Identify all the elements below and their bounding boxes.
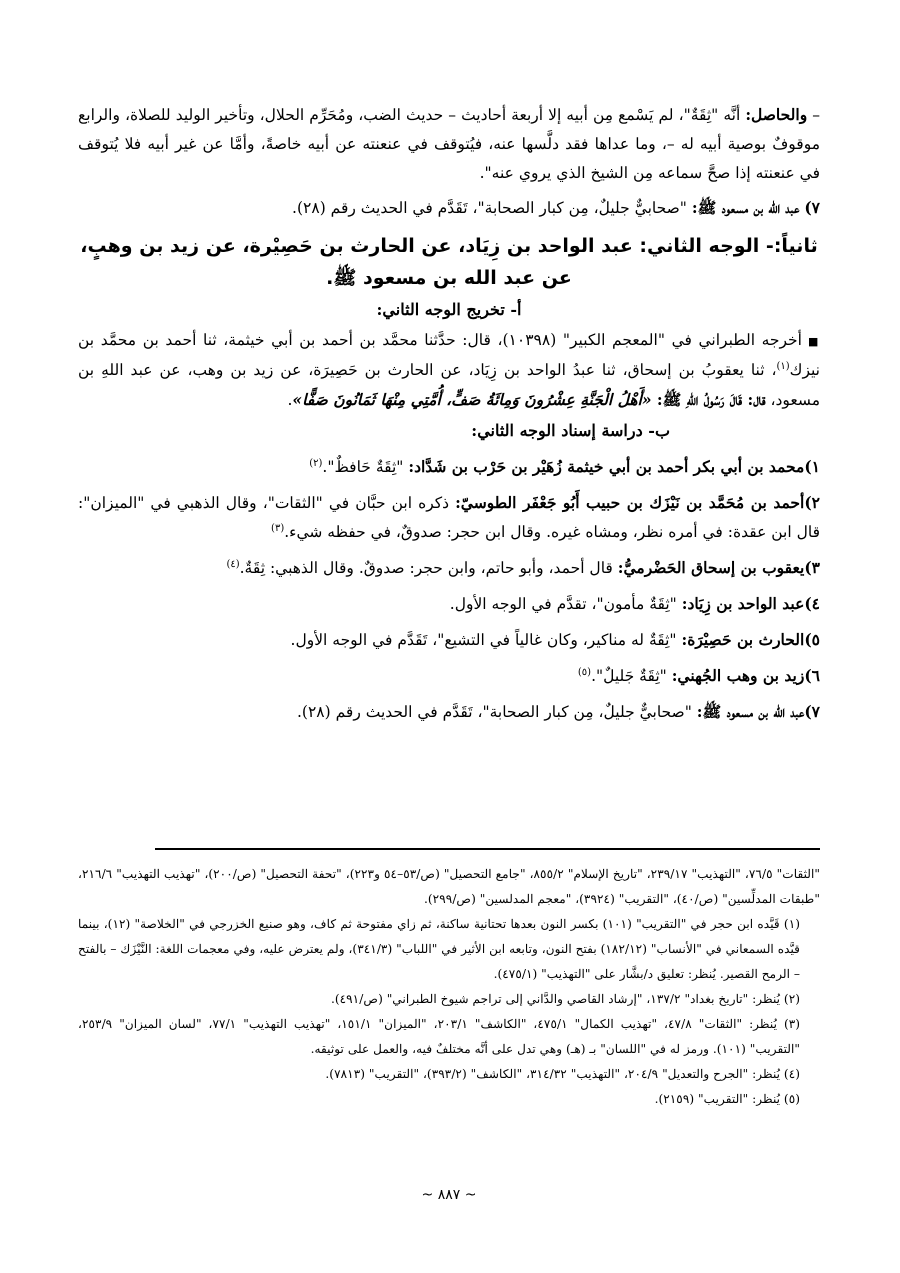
heading-colon: : (632, 235, 648, 257)
footnote-5: (٥) يُنظر: "التقريب" (٢١٥٩). (654, 1092, 800, 1106)
narrator-text: ذكره ابن حبَّان في "الثقات"، وقال الذهبي في "الميزان": قال ابن عقدة: في أمره نظر، ومشاه غيره. وقال ابن حجر: صدوقٌ، في حفظه شيء. (78, 493, 820, 541)
footnote-ref: (٣) (271, 522, 285, 534)
narrator-text: "ثِقَةٌ له مناكير، وكان غالياً في التشيع"، تَقَدَّم في الوجه الأول. (290, 630, 682, 649)
footnotes (78, 862, 820, 1112)
takhrij-text-1: أخرجه الطبراني في "المعجم الكبير" (١٠٣٩٨)، قال: حدَّثنا محمَّد بن أحمد بن أبي خيثمة، ثنا أحمد بن محمَّد بن نيزك (78, 331, 820, 379)
narrator-list (78, 449, 820, 730)
narrator-text: قال أحمد، وأبو حاتم، وابن حجر: صدوقٌ. وقال الذهبي: ثِقَةٌ. (239, 558, 618, 577)
item-number: ٧) (804, 198, 820, 217)
narrator-item (78, 694, 820, 730)
narrator-name: عبد الله بن مسعود ﷺ: (696, 701, 805, 721)
summary-text: أنَّه "ثِقَةٌ"، لم يَسْمع مِن أبيه إلا أربعة أحاديث – حديث الضب، ومُحَرِّم الحلال، وتأخير الوليد للصلاة، والرابع موقوفٌ بوصية أبيه له –، وما عداها فقد دلَّسها عنه، فيُتوقف في عنعنته عن أبيه خاصةً، وأمَّا عن غير أبيه فلا يُتوقف في عنعنته إذا صحَّ سماعه مِن الشيخ الذي يروي عنه". (78, 106, 820, 182)
takhrij-end: . (287, 390, 293, 409)
item-number: ٥) (804, 629, 820, 649)
summary-paragraph (78, 100, 820, 188)
intro-dash: – (812, 106, 820, 124)
narrator-item (78, 622, 820, 658)
footnote-carryover: "الثقات" ٧٦/٥، "التهذيب" ٢٣٩/١٧، "تاريخ الإسلام" ٨٥٥/٢، "جامع التحصيل" (ص/٥٣–٥٤ و٢٢٣)، "تحفة التحصيل" (ص/٢٠٠)، "تهذيب التهذيب" ٢١٦/٦، "طبقات المدلِّسين" (ص/٤٠)، "التقريب" (٣٩٢٤)، "معجم المدلسين" (ص/٢٩٩). (78, 867, 820, 906)
heading-chain: عبد الواحد بن زِيَاد، عن الحارث بن حَصِيْرة، عن زيد بن وهبٍ، عن عبد الله بن مسعود ﷺ. (80, 235, 633, 289)
narrator-text: "ثِقَةٌ حَافظٌ". (322, 457, 409, 476)
footnote-ref: (١) (776, 360, 790, 372)
narrator-item-top (78, 190, 820, 226)
section-heading-second-aspect (78, 230, 820, 294)
hadith-text: «أَهْلُ الْجَنَّةِ عِشْرُونَ وَمِائَةُ صَفٍّ، أُمَّتِي مِنْهَا ثَمَانُونَ صَفًّا» (292, 389, 652, 409)
takhrij-text-2: ، ثنا يعقوبُ بن إسحاق، ثنا عبدُ الواحد بن زِيَاد، عن الحارث بن حَصِيرَة، عن زيد بن وهب، عن عبد اللهِ بن مسعود، (78, 360, 820, 409)
narrator-text: "ثِقَةٌ جَليلٌ". (591, 666, 672, 685)
summary-label: والحاصل: (745, 105, 808, 124)
narrator-name: زيد بن وهب الجُهني: (671, 665, 805, 685)
page-number: ~ ٨٨٧ ~ (421, 1187, 477, 1203)
narrator-name: عبد الله بن مسعود ﷺ: (691, 198, 800, 217)
footnote-3: (٣) يُنظر: "الثقات" ٤٧/٨، "تهذيب الكمال" ٤٧٥/١، "الكاشف" ٢٠٣/١، "الميزان" ١٥١/١، "تهذيب التهذيب" ٧٧/١، "لسان الميزان" ٢٥٣/٩، "التقريب" (١٠١). ورمز له في "اللسان" بـ (هـ) وهي تدل على أنَّه مختلفٌ فيه، والعمل على توثيقه. (78, 1017, 801, 1056)
narrator-text: "صحابيٌّ جليلٌ، مِن كبار الصحابة"، تَقَدَّم في الحديث رقم (٢٨). (292, 199, 692, 217)
item-number: ٤) (804, 593, 820, 613)
footnote-1: (١) قَيَّده ابن حجر في "التقريب" (١٠١) بكسر النون بعدها تحتانية ساكنة، ثم زاي مفتوحة ثم كاف، وهو صنيع الخزرجي في "الخلاصة" (١٢)، بينما قيَّده السمعاني في "الأنساب" (١٨٢/١٢) بفتح النون، وتابعه ابن الأثير في "اللباب" (٣٤١/٣)، ولم يعترض عليه، وفي معجمات اللغة: النَّيْزَك – بالفتح – الرمح القصير. يُنظر: تعليق د/بشَّار على "التهذيب" (٤٧٥/١). (78, 917, 800, 981)
item-number: ٢) (804, 492, 820, 512)
page (78, 100, 820, 1220)
footnote-2: (٢) يُنظر: "تاريخ بغداد" ١٣٧/٢، "إرشاد القاصي والدَّاني إلى تراجم شيوخ الطبراني" (ص/٤٩١). (330, 992, 800, 1006)
narrator-item (78, 586, 820, 622)
footnote-ref: (٤) (226, 558, 240, 570)
footnote-ref: (٥) (577, 666, 592, 678)
narrator-name: الحارث بن حَصِيْرَة: (681, 629, 805, 649)
narrator-text: "ثِقَةٌ مأمون"، تقدَّم في الوجه الأول. (449, 594, 682, 613)
heading-label: ثانياً:- الوجه الثاني (647, 235, 818, 257)
footnote-divider (155, 848, 820, 850)
item-number: ١) (804, 456, 820, 476)
footnote-4: (٤) يُنظر: "الجرح والتعديل" ٢٠٤/٩، "التهذيب" ٣١٤/٣٢، "الكاشف" (٣٩٣/٢)، "التقريب" (٧٨١٣). (325, 1067, 800, 1081)
narrator-text: "صحابيٌّ جليلٌ، مِن كبار الصحابة"، تَقَدَّم في الحديث رقم (٢٨). (296, 702, 697, 721)
item-number: ٦) (804, 665, 820, 685)
narrator-item (78, 449, 820, 485)
footnote-ref: (٢) (309, 457, 323, 469)
narrator-item (78, 658, 820, 694)
narrator-item (78, 488, 820, 547)
dirasa-title: ب- دراسة إسناد الوجه الثاني: (471, 420, 670, 440)
narrator-name: محمد بن أبي بكر أحمد بن أبي خيثمة زُهَيْر بن حَرْب بن شَدَّاد: (408, 456, 805, 476)
item-number: ٧) (804, 701, 820, 721)
takhrij-title: أ- تخريج الوجه الثاني: (376, 300, 522, 319)
takhrij-paragraph (78, 326, 820, 415)
narrator-name: أحمد بن مُحَمَّد بن نَيْزَك بن حبيب أَبُو جَعْفَر الطوسيّ: (455, 492, 805, 512)
narrator-name: يعقوب بن إسحاق الحَضْرميُّ: (617, 557, 805, 577)
narrator-name: عبد الواحد بن زِيَاد: (681, 593, 805, 613)
narrator-item (78, 550, 820, 586)
item-number: ٣) (804, 557, 820, 577)
bullet-icon: ■ (807, 334, 820, 348)
takhrij-qala: قال: قَالَ رَسُولُ اللهِ ﷺ: (651, 389, 766, 409)
